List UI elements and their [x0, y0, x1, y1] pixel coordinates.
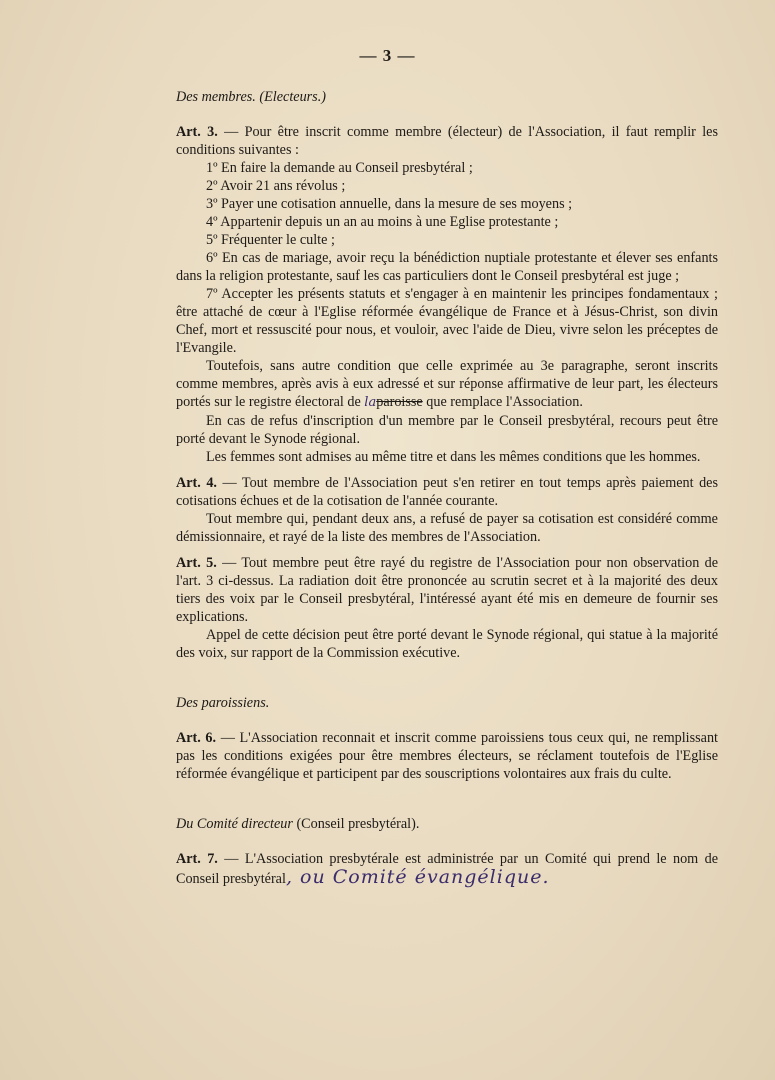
- section-title-membres: Des membres. (Electeurs.): [176, 89, 326, 105]
- art3-item-6: 6º En cas de mariage, avoir reçu la bénédiction nuptiale protestante et élever ses enfants dans la religion protestante, sauf les cas particuliers dont le Conseil presbytéral est juge ;: [176, 250, 718, 284]
- art5-text2: Appel de cette décision peut être porté devant le Synode régional, qui statue à la majorité des voix, sur rapport de la Commission exécutive.: [176, 627, 718, 661]
- section-title-comite: [176, 815, 718, 833]
- art3-toutefois-b: que remplace l'Association.: [422, 394, 583, 410]
- comite-title-italic: Du Comité directeur: [176, 816, 293, 832]
- art3-intro-text: — Pour être inscrit comme membre (électeur) de l'Association, il faut remplir les conditions suivantes :: [176, 124, 718, 158]
- struck-word: paroisse: [376, 394, 423, 410]
- art3-toutefois-a: Toutefois, sans autre condition que celle exprimée au 3e paragraphe, seront inscrits comme membres, après avis à eux adressé et sur réponse affirmative de leur part, les électeurs portés sur le registre électoral de: [176, 358, 718, 410]
- section-title-paroissiens: Des paroissiens.: [176, 695, 270, 711]
- art5-label: Art. 5.: [176, 555, 217, 571]
- art7-body: — L'Association presbytérale est administrée par un Comité qui prend le nom de Conseil presbytéral: [176, 851, 718, 887]
- art3-item-1: 1º En faire la demande au Conseil presbytéral ;: [206, 160, 473, 176]
- art4-label: Art. 4.: [176, 475, 217, 491]
- art4-text: [176, 474, 718, 510]
- handwritten-addition: , ou Comité évangélique.: [285, 866, 550, 888]
- art3-label: Art. 3.: [176, 124, 218, 140]
- page-number: — 3 —: [359, 46, 416, 65]
- comite-title-plain: (Conseil presbytéral).: [292, 816, 420, 832]
- art3-femmes: Les femmes sont admises au même titre et dans les mêmes conditions que les hommes.: [206, 449, 701, 465]
- art6-text: [176, 729, 718, 783]
- art3-item-5: 5º Fréquenter le culte ;: [206, 232, 335, 248]
- art4-body: — Tout membre de l'Association peut s'en retirer en tout temps après paiement des cotisations échues et de la cotisation de l'année courante.: [176, 475, 718, 509]
- art7-label: Art. 7.: [176, 851, 218, 867]
- art6-body: — L'Association reconnait et inscrit comme paroissiens tous ceux qui, ne remplissant pas les conditions exigées pour être membres électeurs, se réclament toutefois de l'Eglise réformée évangélique et participent par des souscriptions volontaires aux frais du culte.: [176, 730, 718, 782]
- art3-item-7: 7º Accepter les présents statuts et s'engager à en maintenir les principes fondamentaux ; être attaché de cœur à l'Eglise réformée évangélique de France et à Jésus-Christ, son divin Chef, mort et ressuscité pour nous, et vouloir, avec l'aide de Dieu, vivre selon les préceptes de l'Evangile.: [176, 286, 718, 356]
- art6-label: Art. 6.: [176, 730, 217, 746]
- art3-item-2: 2º Avoir 21 ans révolus ;: [206, 178, 346, 194]
- art5-body: — Tout membre peut être rayé du registre de l'Association pour non observation de l'art. 3 ci-dessus. La radiation doit être prononcée au scrutin secret et à la majorité des deux tiers des voix par le Conseil presbytéral, l'intéressé ayant été mis en demeure de fournir ses explications.: [176, 555, 718, 625]
- art3-item-3: 3º Payer une cotisation annuelle, dans la mesure de ses moyens ;: [206, 196, 573, 212]
- art3-item-4: 4º Appartenir depuis un an au moins à une Eglise protestante ;: [206, 214, 559, 230]
- document-body: [176, 88, 718, 888]
- art3-refus: En cas de refus d'inscription d'un membre par le Conseil presbytéral, recours peut être porté devant le Synode régional.: [176, 413, 718, 447]
- art7-text: [176, 850, 718, 888]
- art3-intro: [176, 123, 718, 159]
- art5-text: [176, 554, 718, 626]
- art4-text2: Tout membre qui, pendant deux ans, a refusé de payer sa cotisation est considéré comme démissionnaire, et rayé de la liste des membres de l'Association.: [176, 511, 718, 545]
- art3-toutefois: [176, 357, 718, 412]
- handwritten-insert: la: [364, 395, 377, 410]
